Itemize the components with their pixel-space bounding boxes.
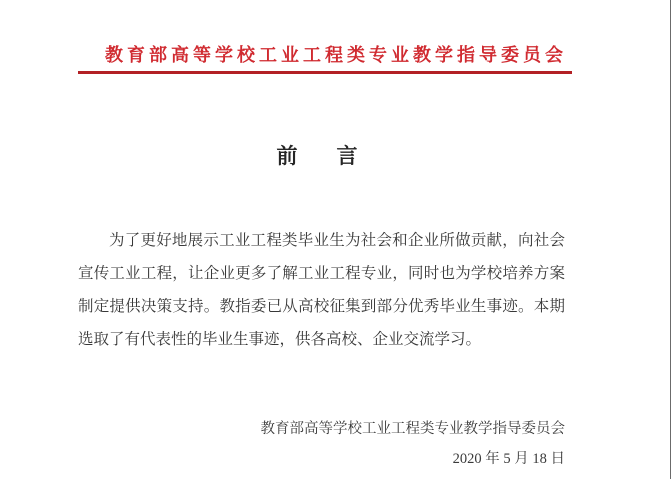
page-title: 前 言 [276,144,367,168]
signature-date: 2020 年 5 月 18 日 [452,451,565,467]
right-edge-border [670,0,671,479]
signature-organization: 教育部高等学校工业工程类专业教学指导委员会 [260,421,565,437]
letterhead-red-rule [78,71,572,74]
letterhead-committee-name: 教育部高等学校工业工程类专业教学指导委员会 [105,45,567,65]
document-content [78,144,565,474]
paragraph-line: 为了更好地展示工业工程类毕业生为社会和企业所做贡献，向社会 [109,232,565,249]
paragraph-line: 宣传工业工程，让企业更多了解工业工程专业，同时也为学校培养方案 [78,265,565,282]
paragraph-line: 制定提供决策支持。教指委已从高校征集到部分优秀毕业生事迹。本期 [78,298,565,315]
paragraph-line: 选取了有代表性的毕业生事迹，供各高校、企业交流学习。 [78,331,482,348]
signature-block [78,414,565,474]
preface-paragraph [78,224,565,356]
